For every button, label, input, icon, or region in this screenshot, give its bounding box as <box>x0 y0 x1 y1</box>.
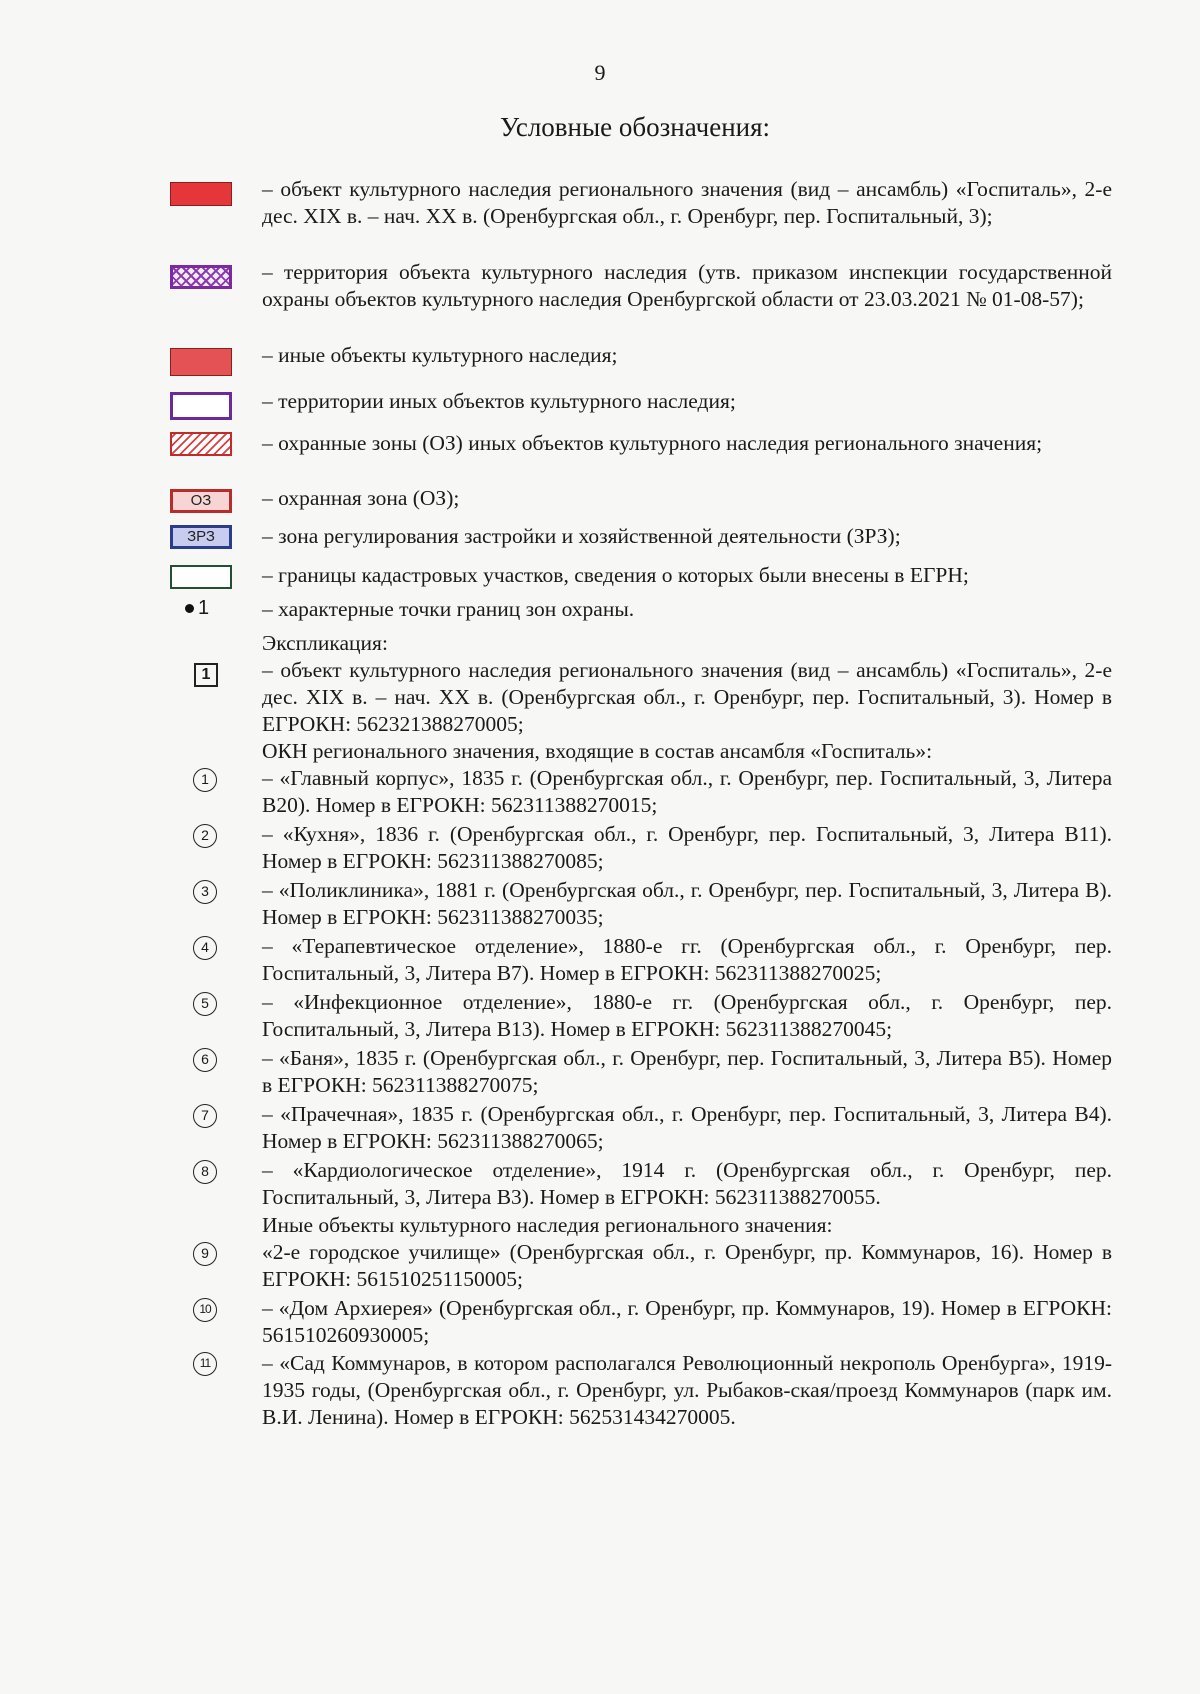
page-title: Условные обозначения: <box>499 112 771 142</box>
legend-text: – границы кадастровых участков, сведения о которых были внесены в ЕГРН; <box>262 563 969 587</box>
circled-number-icon: 11 <box>193 1352 217 1376</box>
legend-text: – территории иных объектов культурного наследия; <box>262 389 736 413</box>
circled-number-icon: 3 <box>193 880 217 904</box>
list-item: – «Кухня», 1836 г. (Оренбургская обл., г. Оренбург, пер. Госпитальный, 3, Литера В11). Номер в ЕГРОКН: 562311388270085; <box>262 822 1112 873</box>
page-number: 9 <box>594 60 606 85</box>
boxed-number-symbol: 1 <box>194 663 218 687</box>
purple-hatch-symbol <box>170 265 232 289</box>
list-item: «2-е городское училище» (Оренбургская обл., г. Оренбург, пр. Коммунаров, 16). Номер в ЕГРОКН: 561510251150005; <box>262 1240 1112 1291</box>
circled-number-icon: 2 <box>193 824 217 848</box>
dot-icon <box>185 604 194 613</box>
list-item: – «Поликлиника», 1881 г. (Оренбургская обл., г. Оренбург, пер. Госпитальный, 3, Литера В). Номер в ЕГРОКН: 562311388270035; <box>262 878 1112 929</box>
explication-text: – объект культурного наследия регионального значения (вид – ансамбль) «Госпиталь», 2-е дес. XIX в. – нач. XX в. (Оренбургская обл., г. Оренбург, пер. Госпитальный, 3). Номер в ЕГРОКН: 562321388270005; <box>262 658 1112 736</box>
circled-number-icon: 6 <box>193 1048 217 1072</box>
red-fill-symbol <box>170 348 232 376</box>
list-item: – «Дом Архиерея» (Оренбургская обл., г. Оренбург, пр. Коммунаров, 19). Номер в ЕГРОКН: 561510260930005; <box>262 1296 1112 1347</box>
legend-text: – территория объекта культурного наследия (утв. приказом инспекции государственной охраны объектов культурного наследия Оренбургской области от 23.03.2021 № 01-08-57); <box>262 260 1112 311</box>
list-item: – «Терапевтическое отделение», 1880-е гг. (Оренбургская обл., г. Оренбург, пер. Госпитальный, 3, Литера В7). Номер в ЕГРОКН: 562311388270025; <box>262 934 1112 985</box>
red-fill-symbol <box>170 182 232 206</box>
list-item: – «Инфекционное отделение», 1880-е гг. (Оренбургская обл., г. Оренбург, пер. Госпитальный, 3, Литера В13). Номер в ЕГРОКН: 562311388270045; <box>262 990 1112 1041</box>
purple-outline-symbol <box>170 392 232 420</box>
oz-symbol-label: ОЗ <box>190 492 212 509</box>
legend-text: – охранная зона (ОЗ); <box>262 486 460 510</box>
boundary-point-symbol: 1 <box>185 597 209 619</box>
circled-number-icon: 7 <box>193 1104 217 1128</box>
list-item: – «Сад Коммунаров, в котором располагался Революционный некрополь Оренбурга», 1919-1935 годы, (Оренбургская обл., г. Оренбург, ул. Рыбаков-ская/проезд Коммунаров (парк им. В.И. Ленина). Номер в ЕГРОКН: 562531434270005. <box>262 1351 1112 1429</box>
zrz-symbol <box>170 525 232 549</box>
circled-number-icon: 10 <box>193 1298 217 1322</box>
circled-number-icon: 8 <box>193 1160 217 1184</box>
other-heading: Иные объекты культурного наследия регионального значения: <box>262 1213 833 1237</box>
explication-heading: Экспликация: <box>262 631 388 655</box>
ensemble-heading: ОКН регионального значения, входящие в состав ансамбля «Госпиталь»: <box>262 739 933 763</box>
circled-number-icon: 9 <box>193 1242 217 1266</box>
circled-number-icon: 4 <box>193 936 217 960</box>
list-item: – «Кардиологическое отделение», 1914 г. (Оренбургская обл., г. Оренбург, пер. Госпитальный, 3, Литера В3). Номер в ЕГРОКН: 562311388270055. <box>262 1158 1112 1209</box>
list-item: – «Прачечная», 1835 г. (Оренбургская обл., г. Оренбург, пер. Госпитальный, 3, Литера В4). Номер в ЕГРОКН: 562311388270065; <box>262 1102 1112 1153</box>
legend-text: – характерные точки границ зон охраны. <box>262 597 635 621</box>
oz-symbol <box>170 489 232 513</box>
legend-text: – охранные зоны (ОЗ) иных объектов культурного наследия регионального значения; <box>262 431 1043 455</box>
legend-text: – зона регулирования застройки и хозяйственной деятельности (ЗРЗ); <box>262 524 901 548</box>
cadastral-boundary-symbol <box>170 565 232 589</box>
circled-number-icon: 5 <box>193 992 217 1016</box>
zrz-symbol-label: ЗРЗ <box>187 528 215 545</box>
legend-text: – иные объекты культурного наследия; <box>262 343 618 367</box>
legend-text: – объект культурного наследия регионального значения (вид – ансамбль) «Госпиталь», 2-е дес. XIX в. – нач. XX в. (Оренбургская обл., г. Оренбург, пер. Госпитальный, 3); <box>262 177 1112 228</box>
list-item: – «Главный корпус», 1835 г. (Оренбургская обл., г. Оренбург, пер. Госпитальный, 3, Литера В20). Номер в ЕГРОКН: 562311388270015; <box>262 766 1112 817</box>
list-item: – «Баня», 1835 г. (Оренбургская обл., г. Оренбург, пер. Госпитальный, 3, Литера В5). Номер в ЕГРОКН: 562311388270075; <box>262 1046 1112 1097</box>
red-hatch-symbol <box>170 432 232 456</box>
circled-number-icon: 1 <box>193 768 217 792</box>
